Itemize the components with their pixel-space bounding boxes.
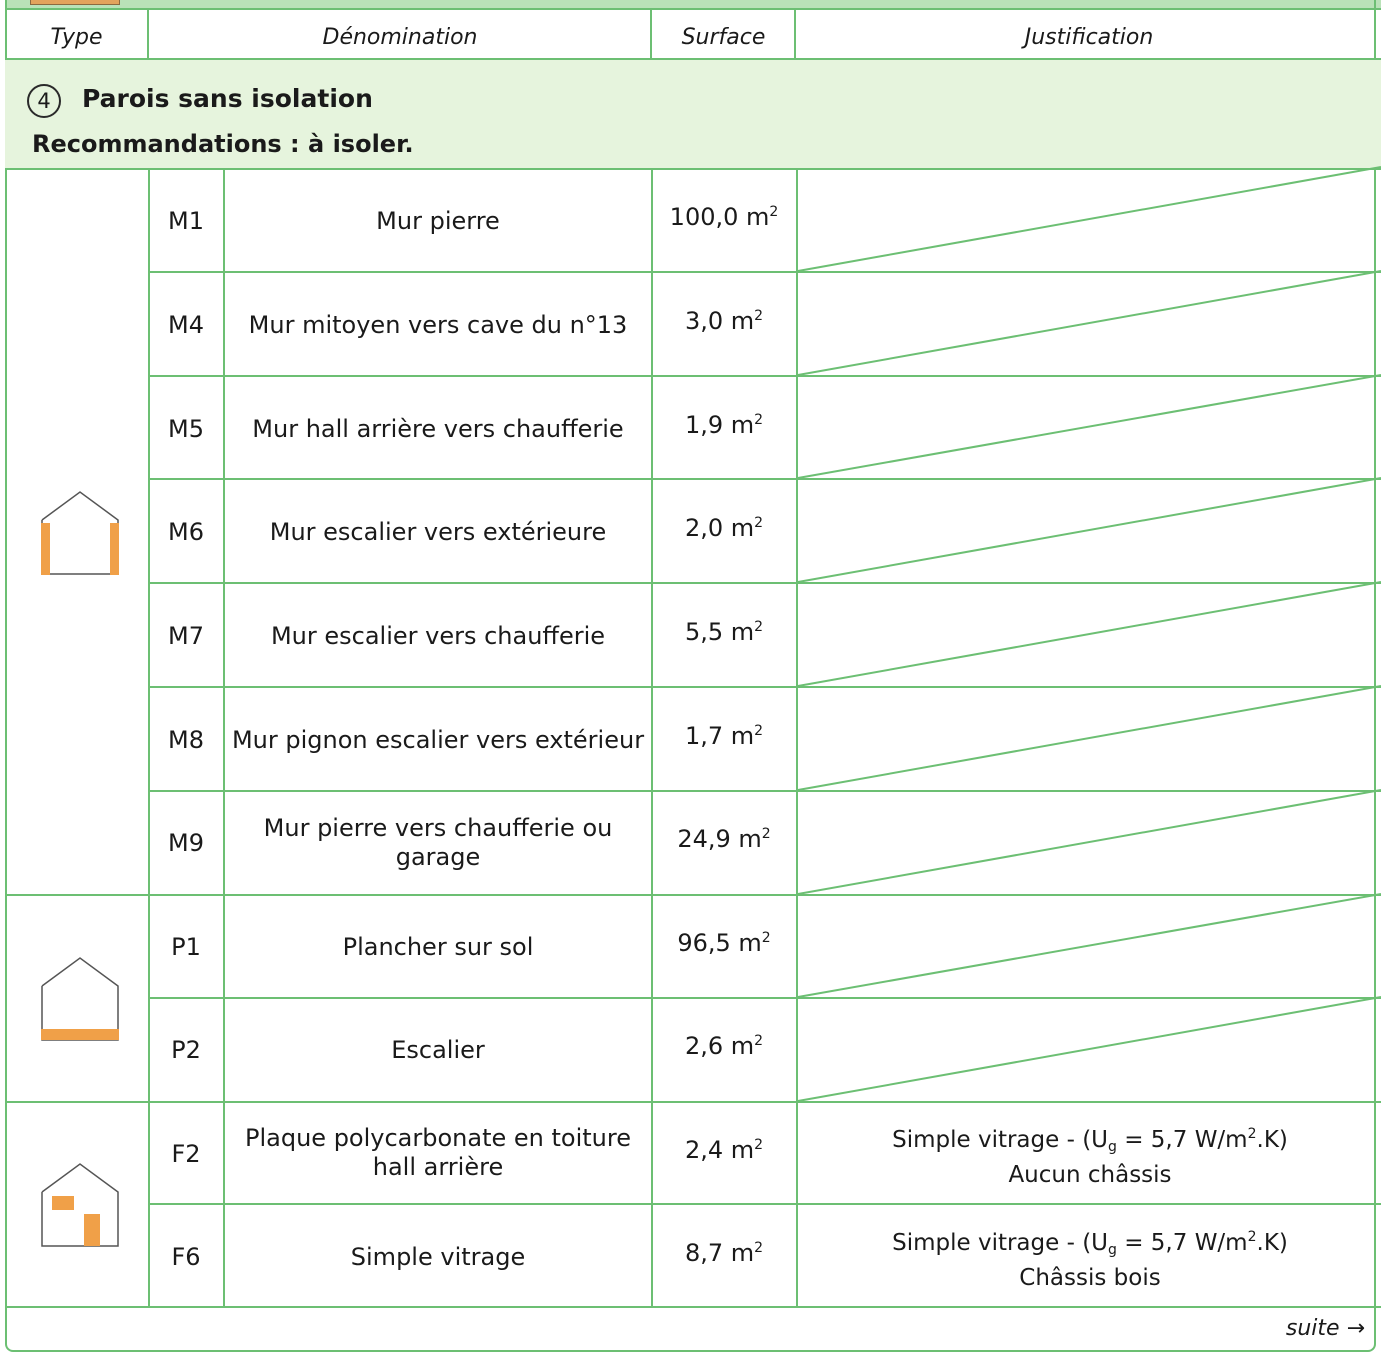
header-surface: Surface: [681, 25, 766, 50]
row-name: Mur mitoyen vers cave du n°13: [248, 311, 628, 339]
diagonal-strike: [798, 686, 1381, 790]
floor-house-icon: [38, 956, 122, 1046]
row-code: F6: [171, 1243, 201, 1271]
row-surface: 5,5 $m^2$: [684, 618, 764, 646]
row-name: Mur pierre: [376, 207, 500, 235]
diagonal-strike: [798, 582, 1381, 686]
row-surface: 1,7 $m^2$: [684, 722, 764, 750]
diagonal-strike: [798, 478, 1381, 582]
row-code: F2: [171, 1140, 201, 1168]
row-name: Mur pierre vers chaufferie ou garage: [263, 814, 613, 871]
diagonal-strike: [798, 894, 1381, 997]
row-code: P2: [171, 1036, 201, 1064]
row-name: Simple vitrage: [350, 1243, 526, 1271]
section-number: 4: [27, 84, 61, 118]
row-code: M1: [168, 207, 204, 235]
row-surface: 2,0 $m^2$: [684, 514, 764, 542]
row-surface: 2,4 $m^2$: [684, 1136, 764, 1164]
row-surface: 8,7 $m^2$: [684, 1239, 764, 1267]
row-code: M4: [168, 311, 204, 339]
row-name: Mur hall arrière vers chaufferie: [252, 415, 624, 443]
row-surface: 100,0 $m^2$: [669, 203, 779, 231]
row-name: Plaque polycarbonate en toiture hall arrière: [245, 1124, 631, 1181]
row-name: Mur escalier vers chaufferie: [270, 622, 606, 650]
diagonal-strike: [798, 997, 1381, 1101]
header-type: Type: [50, 25, 103, 50]
row-code: M9: [168, 829, 204, 857]
row-surface: 1,9 $m^2$: [684, 411, 764, 439]
row-surface: 24,9 $m^2$: [677, 825, 771, 853]
diagonal-strike: [798, 375, 1381, 478]
row-surface: 3,0 $m^2$: [684, 307, 764, 335]
row-name: Escalier: [391, 1036, 485, 1064]
row-name: Mur pignon escalier vers extérieur: [231, 726, 645, 754]
wall-house-icon: [38, 490, 122, 580]
section-recommendation: Recommandations : à isoler.: [32, 130, 414, 158]
continue-link[interactable]: suite →: [1285, 1316, 1365, 1341]
row-surface: 2,6 $m^2$: [684, 1032, 764, 1060]
row-surface: 96,5 $m^2$: [677, 929, 771, 957]
row-code: P1: [171, 933, 201, 961]
row-code: M7: [168, 622, 204, 650]
diagonal-strike: [798, 790, 1381, 894]
header-justification: Justification: [1024, 25, 1154, 50]
row-name: Plancher sur sol: [342, 933, 534, 961]
row-justification: Simple vitrage - ($U_g = 5,7$ $W/m^2.K$) Aucun châssis: [892, 1126, 1288, 1188]
header-denomination: Dénomination: [322, 25, 478, 50]
row-code: M8: [168, 726, 204, 754]
window-house-icon: [38, 1162, 122, 1252]
diagonal-strike: [798, 167, 1381, 271]
row-code: M6: [168, 518, 204, 546]
section-title: Parois sans isolation: [82, 84, 373, 113]
row-code: M5: [168, 415, 204, 443]
row-justification: Simple vitrage - ($U_g = 5,7$ $W/m^2.K$) Châssis bois: [892, 1229, 1288, 1291]
row-name: Mur escalier vers extérieure: [269, 518, 607, 546]
diagonal-strike: [798, 271, 1381, 375]
